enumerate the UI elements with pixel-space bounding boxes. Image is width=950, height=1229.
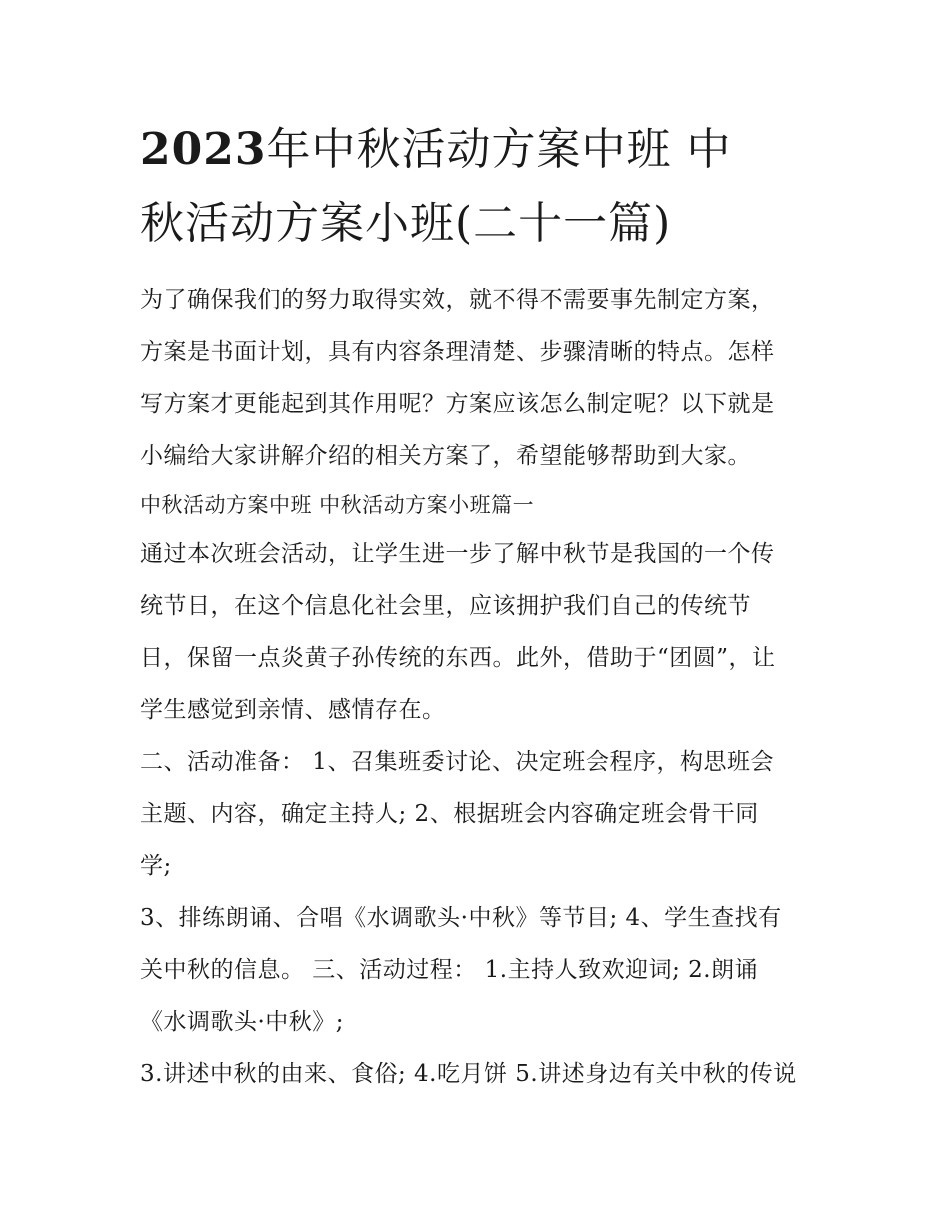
document-body xyxy=(140,274,820,1100)
body-line: 写方案才更能起到其作用呢？方案应该怎么制定呢？以下就是 xyxy=(140,391,775,417)
body-line: 关中秋的信息。 三、活动过程： 1.主持人致欢迎词; 2.朗诵 xyxy=(140,957,759,983)
body-line: 学; xyxy=(140,853,172,879)
document-title xyxy=(140,113,820,261)
body-line: 《水调歌头·中秋》; xyxy=(140,1009,345,1035)
body-line: 学生感觉到亲情、感情存在。 xyxy=(140,697,446,723)
body-line: 小编给大家讲解介绍的相关方案了，希望能够帮助到大家。 xyxy=(140,443,751,469)
body-line: 为了确保我们的努力取得实效，就不得不需要事先制定方案， xyxy=(140,287,775,313)
body-line: 二、活动准备： 1、召集班委讨论、决定班会程序，构思班会 xyxy=(140,749,774,775)
title-line2: 秋活动方案小班(二十一篇) xyxy=(140,198,672,249)
document-page xyxy=(140,0,820,1229)
title-line1-rest: 年中秋活动方案中班 中 xyxy=(266,124,732,175)
title-year: 2023 xyxy=(140,124,267,175)
body-line: 统节日，在这个信息化社会里，应该拥护我们自己的传统节 xyxy=(140,593,751,619)
section-heading: 中秋活动方案中班 中秋活动方案小班篇一 xyxy=(140,493,535,517)
body-line: 方案是书面计划，具有内容条理清楚、步骤清晰的特点。怎样 xyxy=(140,339,775,365)
body-line: 3.讲述中秋的由来、食俗; 4.吃月饼 5.讲述身边有关中秋的传说 xyxy=(140,1061,797,1087)
body-line: 通过本次班会活动，让学生进一步了解中秋节是我国的一个传 xyxy=(140,541,775,567)
body-line: 日，保留一点炎黄子孙传统的东西。此外，借助于“团圆”，让 xyxy=(140,645,776,671)
body-line: 主题、内容，确定主持人; 2、根据班会内容确定班会骨干同 xyxy=(140,801,759,827)
body-line: 3、排练朗诵、合唱《水调歌头·中秋》等节目; 4、学生查找有 xyxy=(140,905,782,931)
